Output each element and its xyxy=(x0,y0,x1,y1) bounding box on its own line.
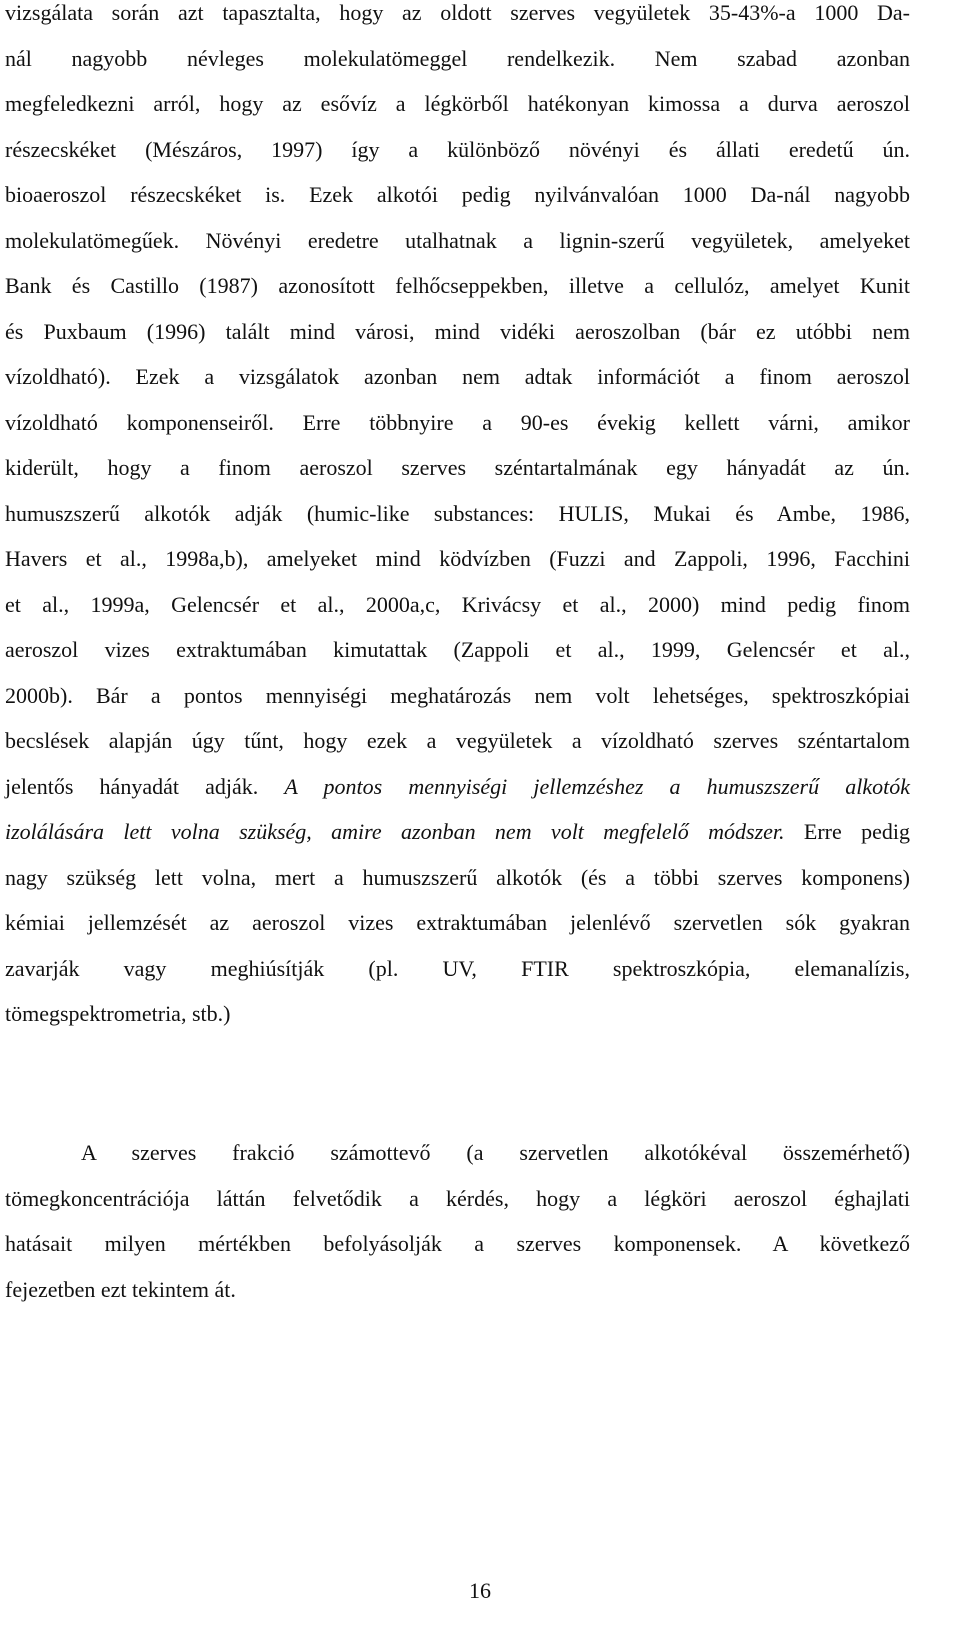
text-segment: tömegspektrometria, stb.) xyxy=(5,1001,231,1026)
text-line xyxy=(5,400,910,446)
page-number: 16 xyxy=(469,1578,491,1603)
text-segment: humuszszerű alkotók adják (humic-like substances: HULIS, Mukai és Ambe, 1986, xyxy=(5,500,910,526)
text-line xyxy=(5,0,910,36)
text-segment: vízoldható). Ezek a vizsgálatok azonban nem adtak információt a finom aeroszol xyxy=(5,364,910,389)
text-segment: bioaeroszol részecskéket is. Ezek alkotói pedig nyilvánvalóan 1000 Da-nál nagyobb xyxy=(5,182,910,207)
text-segment: megfeledkezni arról, hogy az esővíz a légkörből hatékonyan kimossa a durva aeroszol xyxy=(5,91,910,116)
text-segment: A szerves frakció számottevő (a szervetlen alkotókéval összemérhető) xyxy=(81,1140,910,1165)
italic-text-segment: izolálására lett volna szükség, amire azonban nem volt megfelelő módszer. xyxy=(5,819,785,844)
text-segment: 2000b). Bár a pontos mennyiségi meghatározás nem volt lehetséges, spektroszkópiai xyxy=(5,682,910,708)
text-line xyxy=(5,582,910,628)
text-line xyxy=(5,127,910,173)
text-segment: et al., 1999a, Gelencsér et al., 2000a,c, Krivácsy et al., 2000) mind pedig finom xyxy=(5,591,910,617)
text-segment: és Puxbaum (1996) talált mind városi, mind vidéki aeroszolban (bár ez utóbbi nem xyxy=(5,318,910,344)
text-line xyxy=(5,172,910,218)
text-line xyxy=(5,1130,910,1176)
text-segment: jelentős hányadát adják. xyxy=(5,773,285,799)
text-line xyxy=(5,855,910,901)
text-segment: aeroszol vizes extraktumában kimutattak (Zappoli et al., 1999, Gelencsér et al., xyxy=(5,637,910,662)
text-segment: részecskéket (Mészáros, 1997) így a különböző növényi és állati eredetű ún. xyxy=(5,136,910,162)
text-segment: vizsgálata során azt tapasztalta, hogy az oldott szerves vegyületek 35-43%-a 1000 Da- xyxy=(5,0,910,25)
text-segment: nagy szükség lett volna, mert a humuszszerű alkotók (és a többi szerves komponens) xyxy=(5,864,910,890)
text-segment: molekulatömegűek. Növényi eredetre utalhatnak a lignin-szerű vegyületek, amelyeket xyxy=(5,227,910,253)
text-line xyxy=(5,627,910,673)
text-line xyxy=(5,81,910,127)
text-line xyxy=(5,1176,910,1222)
text-line xyxy=(5,445,910,491)
text-line xyxy=(5,1267,910,1313)
text-line xyxy=(5,491,910,537)
text-line xyxy=(5,263,910,309)
text-line xyxy=(5,218,910,264)
text-line xyxy=(5,309,910,355)
text-line xyxy=(5,536,910,582)
text-segment: nál nagyobb névleges molekulatömeggel rendelkezik. Nem szabad azonban xyxy=(5,45,910,71)
text-line xyxy=(5,718,910,764)
text-line xyxy=(5,809,910,855)
text-line xyxy=(5,900,910,946)
text-segment: fejezetben ezt tekintem át. xyxy=(5,1276,236,1302)
text-segment: Bank és Castillo (1987) azonosított felhőcseppekben, illetve a cellulóz, amelyet Kunit xyxy=(5,273,910,298)
text-segment: kiderült, hogy a finom aeroszol szerves széntartalmának egy hányadát az ún. xyxy=(5,455,910,480)
text-segment: tömegkoncentrációja láttán felvetődik a kérdés, hogy a légköri aeroszol éghajlati xyxy=(5,1185,910,1211)
text-segment: vízoldható komponenseiről. Erre többnyire a 90-es évekig kellett várni, amikor xyxy=(5,409,910,435)
text-segment: Erre pedig xyxy=(784,819,911,844)
text-line xyxy=(5,764,910,810)
paragraph-2 xyxy=(5,1130,910,1312)
italic-text-segment: A pontos mennyiségi jellemzéshez a humuszszerű alkotók xyxy=(284,773,910,799)
text-line xyxy=(5,991,910,1037)
text-line xyxy=(5,354,910,400)
text-line xyxy=(5,673,910,719)
text-line xyxy=(5,946,910,992)
text-segment: zavarják vagy meghiúsítják (pl. UV, FTIR spektroszkópia, elemanalízis, xyxy=(5,955,910,981)
text-segment: Havers et al., 1998a,b), amelyeket mind ködvízben (Fuzzi and Zappoli, 1996, Facchini xyxy=(5,546,910,571)
text-segment: hatásait milyen mértékben befolyásolják a szerves komponensek. A következő xyxy=(5,1231,910,1256)
text-segment: kémiai jellemzését az aeroszol vizes extraktumában jelenlévő szervetlen sók gyakran xyxy=(5,910,910,935)
text-segment: becslések alapján úgy tűnt, hogy ezek a vegyületek a vízoldható szerves széntartalom xyxy=(5,728,910,753)
text-line xyxy=(5,36,910,82)
text-line xyxy=(5,1221,910,1267)
paragraph-1 xyxy=(5,0,910,1037)
